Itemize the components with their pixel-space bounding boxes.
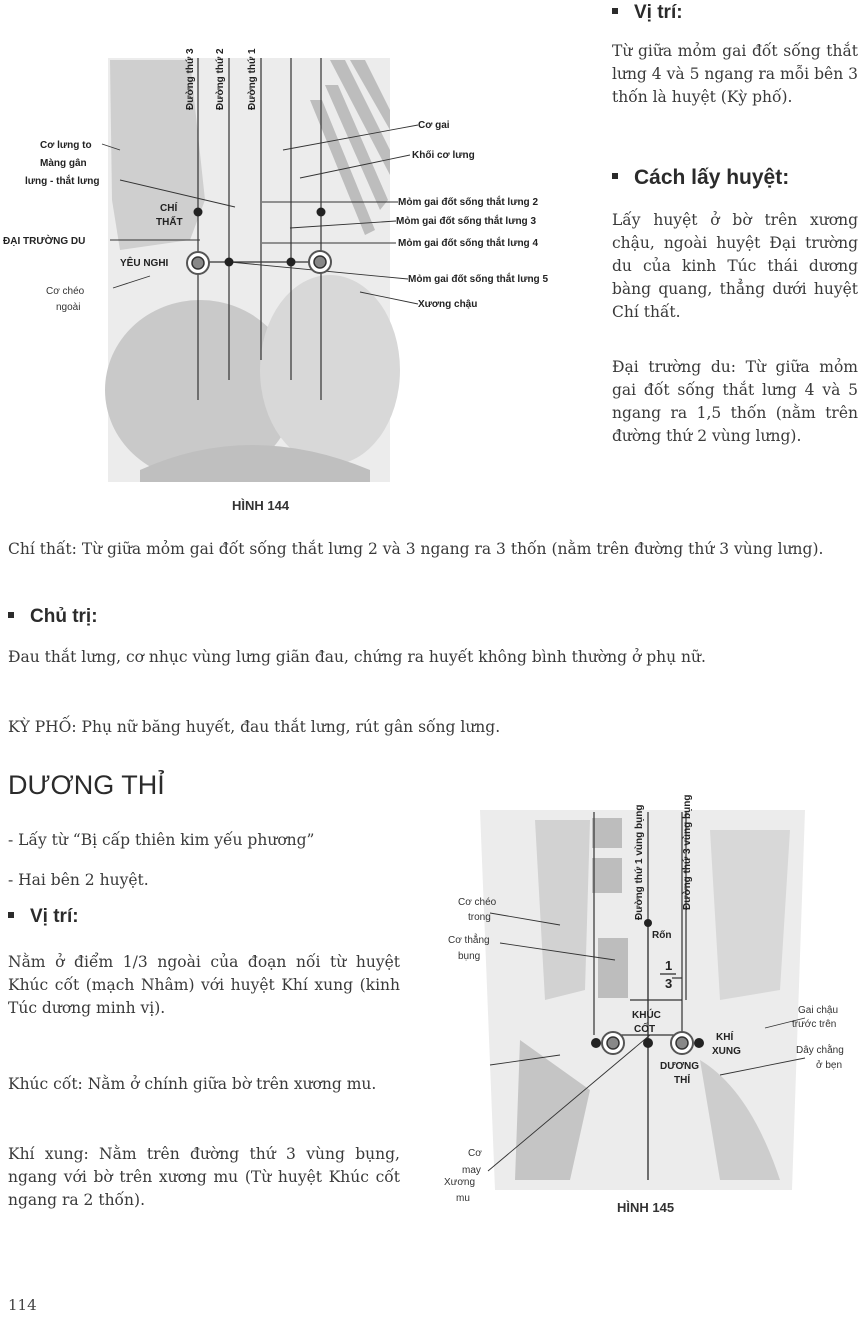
list-item-count: - Hai bên 2 huyệt.: [8, 871, 149, 889]
label-duong-thi-1: DƯƠNG: [660, 1061, 700, 1072]
point-duong-thi-right: [671, 1032, 693, 1054]
label-co-cheo-trong-1: Cơ chéo: [458, 897, 497, 908]
paragraph-khuc-cot: Khúc cốt: Nằm ở chính giữa bờ trên xương mu.: [8, 1075, 377, 1093]
label-mom-gai-4: Mỏm gai đốt sống thắt lưng 4: [398, 238, 539, 249]
line-label-2: Đường thứ 2: [215, 48, 226, 110]
figure-144-illustration: [0, 0, 600, 520]
label-khi-xung-2: XUNG: [712, 1046, 741, 1057]
paragraph-ky-pho: KỲ PHỐ: Phụ nữ băng huyết, đau thắt lưng, rút gân sống lưng.: [8, 718, 501, 736]
label-xuong-mu-2: mu: [456, 1193, 470, 1204]
line-label-abdomen-1: Đường thứ 1 vùng bụng: [634, 804, 645, 920]
figure-144-caption: HÌNH 144: [232, 498, 290, 513]
paragraph-vi-tri-duong-thi: Nằm ở điểm 1/3 ngoài của đoạn nối từ huyệt Khúc cốt (mạch Nhâm) với huyệt Khí xung (kinh Túc dương minh vị).: [8, 953, 400, 1017]
label-yeu-nghi: YÊU NGHI: [120, 258, 169, 269]
label-ron: Rốn: [652, 930, 672, 941]
label-mang-gan-2: lưng - thắt lưng: [25, 176, 100, 187]
paragraph-khi-xung: Khí xung: Nằm trên đường thứ 3 vùng bụng, ngang với bờ trên xương mu (Từ huyệt Khúc cốt ngang ra 2 thốn).: [8, 1145, 400, 1209]
label-co-lung-to: Cơ lưng to: [40, 140, 92, 151]
figure-145-caption: HÌNH 145: [617, 1200, 675, 1215]
paragraph-vi-tri: Từ giữa mỏm gai đốt sống thắt lưng 4 và 5 ngang ra mỗi bên 3 thốn là huyệt (Kỳ phố).: [612, 42, 858, 106]
label-xuong-chau: Xương chậu: [418, 299, 478, 310]
label-dai-truong-du: ĐẠI TRƯỜNG DU: [3, 236, 86, 247]
point-yeu-nghi-left: [187, 252, 209, 274]
section-title-duong-thi: DƯƠNG THỈ: [8, 770, 165, 800]
bullet-icon: [612, 8, 618, 14]
label-chi-that-1: CHÍ: [160, 203, 178, 214]
label-mom-gai-3: Mỏm gai đốt sống thắt lưng 3: [396, 216, 537, 227]
label-co-may-1: Cơ: [468, 1148, 482, 1159]
label-co-cheo-ngoai-2: ngoài: [56, 302, 81, 313]
paragraph-chu-tri: Đau thắt lưng, cơ nhục vùng lưng giãn đau, chứng ra huyết không bình thường ở phụ nữ.: [8, 648, 706, 666]
figure-145-illustration: [420, 760, 864, 1220]
point-dai-truong-du-right: [287, 258, 296, 267]
heading-vi-tri-duong-thi: Vị trí:: [8, 906, 79, 928]
line-label-1: Đường thứ 1: [247, 48, 258, 110]
heading-vi-tri: Vị trí:: [612, 2, 683, 24]
label-xuong-mu-1: Xương: [444, 1177, 476, 1188]
point-ron: [644, 919, 652, 927]
label-khi-xung-1: KHÍ: [716, 1032, 734, 1043]
heading-chu-tri: Chủ trị:: [8, 606, 98, 628]
label-co-thang-bung-1: Cơ thẳng: [448, 935, 490, 946]
label-co-cheo-trong-2: trong: [468, 912, 491, 923]
bullet-icon: [8, 912, 14, 918]
point-duong-thi-left: [602, 1032, 624, 1054]
label-khuc-cot-1: KHÚC: [632, 1010, 661, 1021]
point-khuc-cot: [643, 1038, 653, 1048]
page-number: 114: [8, 1296, 37, 1314]
label-khuc-cot-2: CỐT: [634, 1024, 656, 1035]
label-gai-chau-1: Gai chậu: [798, 1005, 839, 1016]
label-khoi-co-lung: Khối cơ lưng: [412, 150, 475, 161]
paragraph-dai-truong-du: Đại trường du: Từ giữa mỏm gai đốt sống thắt lưng 4 và 5 ngang ra 1,5 thốn (nằm trên đường thứ 2 vùng lưng).: [612, 358, 858, 445]
heading-cach-lay-huyet: Cách lấy huyệt:: [612, 166, 789, 190]
point-chi-that-left: [194, 208, 203, 217]
label-mom-gai-2: Mỏm gai đốt sống thắt lưng 2: [398, 197, 539, 208]
bullet-icon: [612, 173, 618, 179]
point-khi-xung-left: [591, 1038, 601, 1048]
fraction-numerator: 1: [665, 958, 673, 973]
line-label-abdomen-3: Đường thứ 3 vùng bụng: [682, 794, 693, 910]
label-chi-that-2: THẤT: [156, 217, 183, 228]
label-duong-thi-2: THỈ: [674, 1075, 691, 1086]
hip-right: [260, 275, 400, 465]
paragraph-chi-that: Chí thất: Từ giữa mỏm gai đốt sống thắt lưng 2 và 3 ngang ra 3 thốn (nằm trên đường thứ 3 vùng lưng).: [8, 540, 824, 558]
label-co-may-2: may: [462, 1165, 481, 1176]
label-co-cheo-ngoai-1: Cơ chéo: [46, 286, 85, 297]
line-label-3: Đường thứ 3: [185, 48, 196, 110]
label-day-chang-1: Dây chằng: [796, 1045, 844, 1056]
bullet-icon: [8, 612, 14, 618]
fraction-denominator: 3: [665, 976, 673, 991]
figure-144: [0, 0, 600, 520]
point-khi-xung-right: [694, 1038, 704, 1048]
figure-145: [420, 760, 864, 1220]
label-co-thang-bung-2: bụng: [458, 951, 481, 962]
point-yeu-nghi-right: [309, 251, 331, 273]
point-chi-that-right: [317, 208, 326, 217]
label-mang-gan-1: Màng gân: [40, 158, 87, 169]
label-day-chang-2: ở bẹn: [816, 1060, 843, 1071]
label-gai-chau-2: trước trên: [792, 1019, 837, 1030]
list-item-source: - Lấy từ “Bị cấp thiên kim yếu phương”: [8, 831, 315, 849]
paragraph-cach-lay: Lấy huyệt ở bờ trên xương chậu, ngoài huyệt Đại trường du của kinh Túc thái dương bàng quang, thẳng dưới huyệt Chí thất.: [612, 211, 858, 321]
label-co-gai: Cơ gai: [418, 120, 450, 131]
label-mom-gai-5: Mỏm gai đốt sống thắt lưng 5: [408, 274, 549, 285]
point-dai-truong-du-left: [225, 258, 234, 267]
